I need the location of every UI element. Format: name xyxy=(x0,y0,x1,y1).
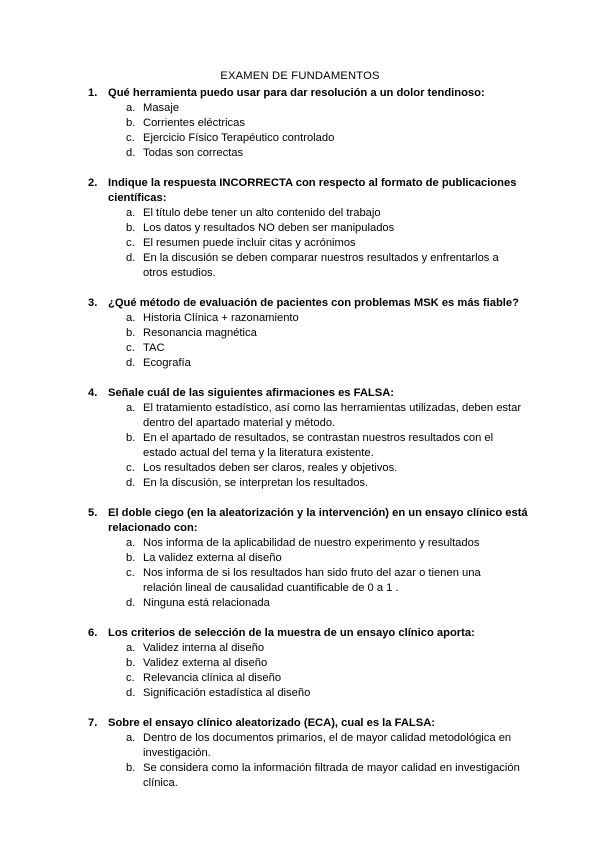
question-2 xyxy=(88,176,528,281)
option-letter: a. xyxy=(126,402,136,414)
option-item xyxy=(88,236,528,251)
question-number: 5. xyxy=(88,507,98,519)
question-text: Los criterios de selección de la muestra de un ensayo clínico aporta: xyxy=(108,627,475,639)
question-heading xyxy=(88,386,528,401)
option-item xyxy=(88,131,528,146)
option-text: Significación estadística al diseño xyxy=(143,687,311,699)
option-item xyxy=(88,326,528,341)
option-item xyxy=(88,206,528,221)
question-7 xyxy=(88,716,528,791)
option-text: Ninguna está relacionada xyxy=(143,597,270,609)
option-letter: b. xyxy=(126,762,136,774)
option-text: En la discusión, se interpretan los resultados. xyxy=(143,477,369,489)
option-text: Nos informa de la aplicabilidad de nuestro experimento y resultados xyxy=(143,537,480,549)
question-4 xyxy=(88,386,528,491)
option-text: Los resultados deben ser claros, reales y objetivos. xyxy=(143,462,398,474)
option-text: En la discusión se deben comparar nuestros resultados y enfrentarlos a otros estudios. xyxy=(143,252,499,279)
option-letter: b. xyxy=(126,657,136,669)
option-list xyxy=(88,641,528,701)
question-text: Sobre el ensayo clínico aleatorizado (ECA), cual es la FALSA: xyxy=(108,717,436,729)
question-heading xyxy=(88,716,528,731)
option-letter: d. xyxy=(126,687,136,699)
option-text: Corrientes eléctricas xyxy=(143,117,245,129)
option-letter: d. xyxy=(126,597,136,609)
option-text: Ecografía xyxy=(143,357,191,369)
option-letter: c. xyxy=(126,462,135,474)
option-letter: a. xyxy=(126,207,136,219)
option-list xyxy=(88,206,528,281)
option-item xyxy=(88,146,528,161)
option-item xyxy=(88,656,528,671)
option-list xyxy=(88,311,528,371)
option-item xyxy=(88,686,528,701)
option-letter: a. xyxy=(126,732,136,744)
question-number: 4. xyxy=(88,387,98,399)
option-text: Validez interna al diseño xyxy=(143,642,265,654)
option-letter: a. xyxy=(126,642,136,654)
option-item xyxy=(88,221,528,236)
option-text: La validez externa al diseño xyxy=(143,552,282,564)
question-number: 7. xyxy=(88,717,98,729)
question-list xyxy=(88,86,528,806)
option-letter: d. xyxy=(126,252,136,264)
question-6 xyxy=(88,626,528,701)
option-item xyxy=(88,461,528,476)
option-letter: c. xyxy=(126,567,135,579)
question-text: Señale cuál de las siguientes afirmaciones es FALSA: xyxy=(108,387,395,399)
option-item xyxy=(88,356,528,371)
option-letter: a. xyxy=(126,537,136,549)
question-heading xyxy=(88,176,528,206)
question-text: El doble ciego (en la aleatorización y la intervención) en un ensayo clínico está relacionado con: xyxy=(108,507,528,534)
option-item xyxy=(88,641,528,656)
question-heading xyxy=(88,86,528,101)
option-item xyxy=(88,341,528,356)
option-text: Los datos y resultados NO deben ser manipulados xyxy=(143,222,395,234)
question-text: Indique la respuesta INCORRECTA con respecto al formato de publicaciones científicas: xyxy=(108,177,517,204)
option-letter: a. xyxy=(126,312,136,324)
option-text: Dentro de los documentos primarios, el de mayor calidad metodológica en investigación. xyxy=(143,732,512,759)
option-item xyxy=(88,116,528,131)
option-text: Validez externa al diseño xyxy=(143,657,268,669)
option-text: Masaje xyxy=(143,102,180,114)
option-letter: b. xyxy=(126,327,136,339)
option-text: El tratamiento estadístico, así como las herramientas utilizadas, deben estar dentro del apartado material y método. xyxy=(143,402,522,429)
question-3 xyxy=(88,296,528,371)
option-item xyxy=(88,401,528,431)
question-number: 2. xyxy=(88,177,98,189)
option-letter: a. xyxy=(126,102,136,114)
question-text: Qué herramienta puedo usar para dar resolución a un dolor tendinoso: xyxy=(108,87,485,99)
question-number: 6. xyxy=(88,627,98,639)
option-item xyxy=(88,761,528,791)
question-text: ¿Qué método de evaluación de pacientes con problemas MSK es más fiable? xyxy=(108,297,519,309)
option-letter: b. xyxy=(126,432,136,444)
question-heading xyxy=(88,506,528,536)
question-number: 3. xyxy=(88,297,98,309)
option-item xyxy=(88,536,528,551)
option-list xyxy=(88,101,528,161)
option-letter: c. xyxy=(126,132,135,144)
option-item xyxy=(88,671,528,686)
option-text: En el apartado de resultados, se contrastan nuestros resultados con el estado actual del tema y la literatura existente. xyxy=(143,432,494,459)
option-list xyxy=(88,731,528,791)
option-text: TAC xyxy=(143,342,165,354)
option-text: Todas son correctas xyxy=(143,147,244,159)
option-item xyxy=(88,596,528,611)
option-text: El resumen puede incluir citas y acrónimos xyxy=(143,237,356,249)
option-text: Resonancia magnética xyxy=(143,327,257,339)
option-letter: d. xyxy=(126,147,136,159)
option-text: El título debe tener un alto contenido del trabajo xyxy=(143,207,381,219)
option-item xyxy=(88,731,528,761)
option-text: Nos informa de si los resultados han sido fruto del azar o tienen una relación lineal de causalidad cuantificable de 0 a 1 . xyxy=(143,567,481,594)
question-5 xyxy=(88,506,528,611)
option-item xyxy=(88,251,528,281)
option-list xyxy=(88,401,528,491)
option-letter: b. xyxy=(126,552,136,564)
option-text: Ejercicio Físico Terapéutico controlado xyxy=(143,132,335,144)
option-text: Historia Clínica + razonamiento xyxy=(143,312,299,324)
option-text: Relevancia clínica al diseño xyxy=(143,672,282,684)
option-item xyxy=(88,431,528,461)
option-letter: c. xyxy=(126,672,135,684)
option-letter: d. xyxy=(126,477,136,489)
option-item xyxy=(88,551,528,566)
option-item xyxy=(88,101,528,116)
option-letter: c. xyxy=(126,342,135,354)
option-letter: d. xyxy=(126,357,136,369)
option-letter: b. xyxy=(126,222,136,234)
option-list xyxy=(88,536,528,611)
question-heading xyxy=(88,626,528,641)
question-heading xyxy=(88,296,528,311)
option-item xyxy=(88,566,528,596)
option-letter: b. xyxy=(126,117,136,129)
exam-title: EXAMEN DE FUNDAMENTOS xyxy=(220,70,380,82)
option-item xyxy=(88,476,528,491)
option-item xyxy=(88,311,528,326)
question-number: 1. xyxy=(88,87,98,99)
question-1 xyxy=(88,86,528,161)
option-text: Se considera como la información filtrada de mayor calidad en investigación clínica. xyxy=(143,762,520,789)
option-letter: c. xyxy=(126,237,135,249)
